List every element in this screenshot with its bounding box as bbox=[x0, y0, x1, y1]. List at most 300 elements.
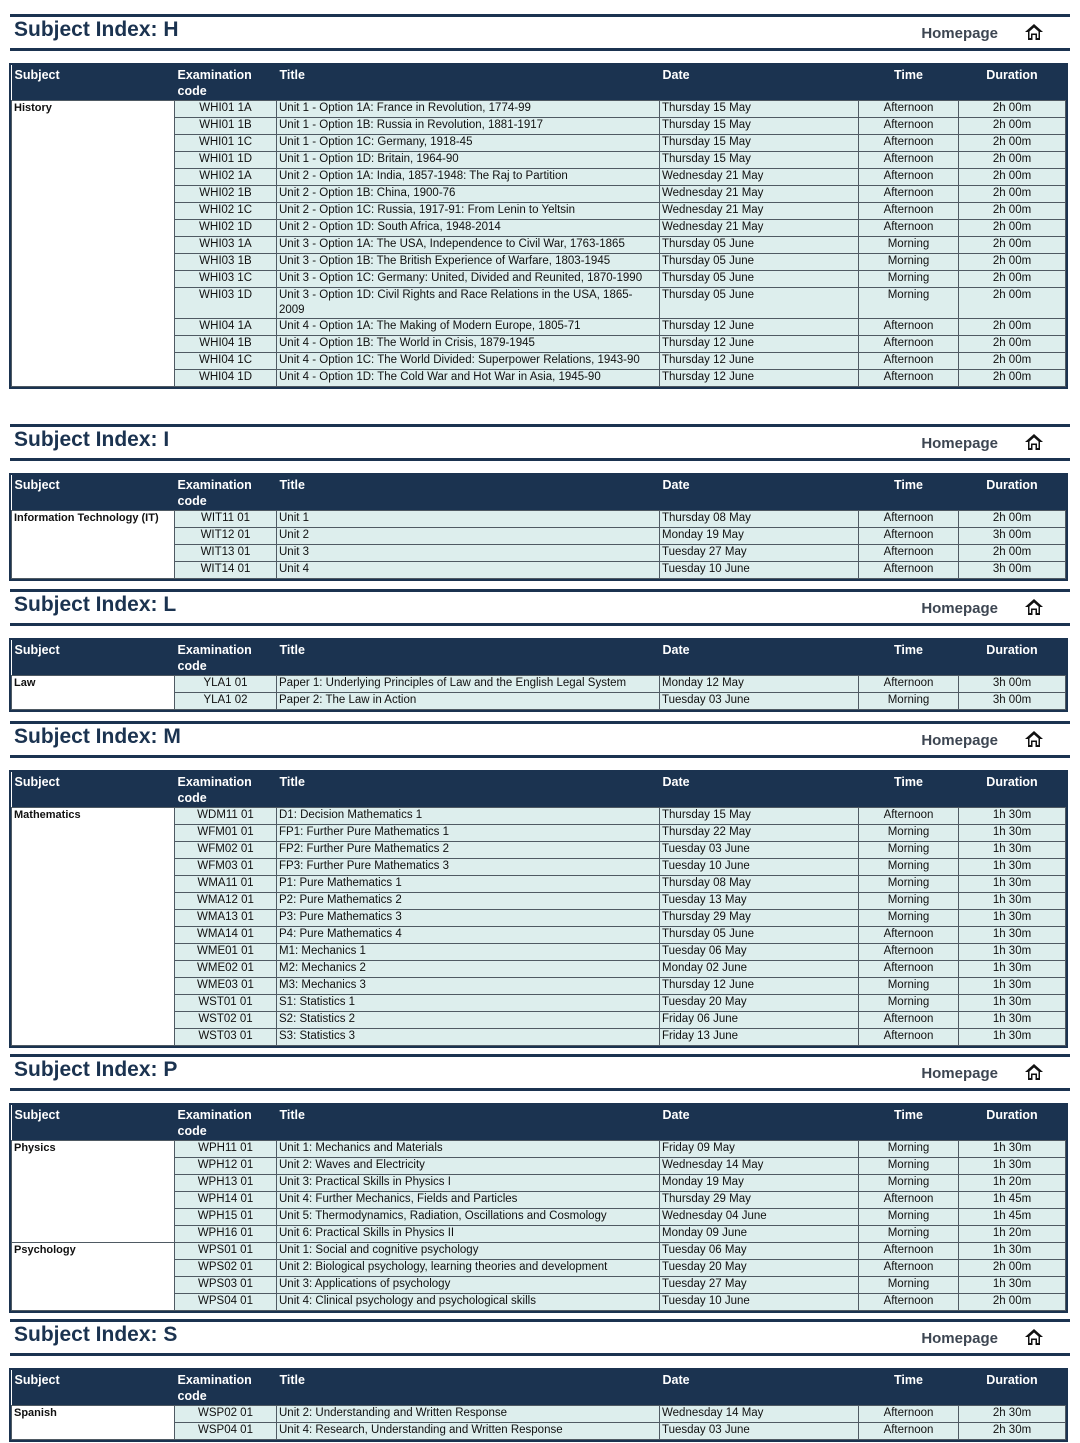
exam-code: WMA12 01 bbox=[175, 893, 277, 910]
exam-date: Tuesday 20 May bbox=[660, 1260, 859, 1277]
column-header-duration: Duration bbox=[959, 640, 1066, 676]
section-title: Subject Index: H bbox=[14, 18, 179, 41]
column-header-duration: Duration bbox=[959, 1105, 1066, 1141]
exam-date: Tuesday 06 May bbox=[660, 1243, 859, 1260]
column-header-time: Time bbox=[859, 1105, 959, 1141]
exam-duration: 2h 00m bbox=[959, 237, 1066, 254]
table-row bbox=[12, 511, 1066, 528]
exam-code: WPS02 01 bbox=[175, 1260, 277, 1277]
column-header-title: Title bbox=[277, 65, 660, 101]
exam-time: Afternoon bbox=[859, 370, 959, 387]
column-header-examination-code: Examination code bbox=[175, 772, 277, 808]
exam-code: WFM01 01 bbox=[175, 825, 277, 842]
exam-time: Afternoon bbox=[859, 562, 959, 579]
exam-time: Afternoon bbox=[859, 511, 959, 528]
exam-date: Tuesday 03 June bbox=[660, 693, 859, 710]
exam-code: WFM02 01 bbox=[175, 842, 277, 859]
exam-duration: 2h 30m bbox=[959, 1423, 1066, 1440]
exam-time: Afternoon bbox=[859, 927, 959, 944]
exam-time: Morning bbox=[859, 254, 959, 271]
column-header-examination-code: Examination code bbox=[175, 65, 277, 101]
exam-title: M2: Mechanics 2 bbox=[277, 961, 660, 978]
exam-table bbox=[11, 65, 1066, 387]
exam-code: WPH14 01 bbox=[175, 1192, 277, 1209]
section-header bbox=[10, 721, 1070, 758]
column-header-date: Date bbox=[660, 475, 859, 511]
exam-title: Unit 1 - Option 1A: France in Revolution, 1774-99 bbox=[277, 101, 660, 118]
exam-title: Unit 3: Practical Skills in Physics I bbox=[277, 1175, 660, 1192]
exam-duration: 1h 20m bbox=[959, 1226, 1066, 1243]
table-header-row bbox=[12, 65, 1066, 101]
exam-duration: 1h 30m bbox=[959, 927, 1066, 944]
subject-name: History bbox=[12, 101, 175, 387]
column-header-subject: Subject bbox=[12, 1370, 175, 1406]
column-header-examination-code: Examination code bbox=[175, 640, 277, 676]
exam-code: WST03 01 bbox=[175, 1029, 277, 1046]
exam-table bbox=[11, 640, 1066, 710]
exam-date: Thursday 05 June bbox=[660, 288, 859, 319]
exam-code: WPH16 01 bbox=[175, 1226, 277, 1243]
table-row bbox=[12, 1243, 1066, 1260]
home-icon[interactable] bbox=[1024, 1062, 1044, 1082]
exam-title: D1: Decision Mathematics 1 bbox=[277, 808, 660, 825]
exam-title: FP1: Further Pure Mathematics 1 bbox=[277, 825, 660, 842]
exam-title: Unit 4 - Option 1C: The World Divided: Superpower Relations, 1943-90 bbox=[277, 353, 660, 370]
exam-title: S2: Statistics 2 bbox=[277, 1012, 660, 1029]
exam-time: Afternoon bbox=[859, 1423, 959, 1440]
exam-title: Unit 3 bbox=[277, 545, 660, 562]
exam-date: Thursday 15 May bbox=[660, 118, 859, 135]
exam-duration: 2h 00m bbox=[959, 353, 1066, 370]
exam-title: S1: Statistics 1 bbox=[277, 995, 660, 1012]
subject-name: Physics bbox=[12, 1141, 175, 1243]
exam-title: Unit 2 - Option 1C: Russia, 1917-91: From Lenin to Yeltsin bbox=[277, 203, 660, 220]
exam-date: Thursday 15 May bbox=[660, 152, 859, 169]
exam-time: Afternoon bbox=[859, 545, 959, 562]
exam-code: WME02 01 bbox=[175, 961, 277, 978]
exam-code: WHI04 1A bbox=[175, 319, 277, 336]
exam-duration: 3h 00m bbox=[959, 676, 1066, 693]
exam-time: Afternoon bbox=[859, 676, 959, 693]
subject-index-i bbox=[10, 424, 1070, 579]
column-header-examination-code: Examination code bbox=[175, 475, 277, 511]
exam-code: WDM11 01 bbox=[175, 808, 277, 825]
column-header-time: Time bbox=[859, 65, 959, 101]
exam-time: Afternoon bbox=[859, 353, 959, 370]
exam-title: Unit 4 bbox=[277, 562, 660, 579]
homepage-link[interactable]: Homepage bbox=[921, 732, 998, 749]
exam-code: WIT14 01 bbox=[175, 562, 277, 579]
column-header-subject: Subject bbox=[12, 640, 175, 676]
column-header-subject: Subject bbox=[12, 65, 175, 101]
exam-time: Afternoon bbox=[859, 336, 959, 353]
exam-time: Afternoon bbox=[859, 118, 959, 135]
exam-title: Unit 4 - Option 1B: The World in Crisis, 1879-1945 bbox=[277, 336, 660, 353]
table-header-row bbox=[12, 1105, 1066, 1141]
exam-duration: 1h 30m bbox=[959, 1029, 1066, 1046]
home-icon[interactable] bbox=[1024, 1327, 1044, 1347]
exam-duration: 3h 00m bbox=[959, 562, 1066, 579]
exam-date: Monday 12 May bbox=[660, 676, 859, 693]
exam-code: WPS03 01 bbox=[175, 1277, 277, 1294]
column-header-title: Title bbox=[277, 1105, 660, 1141]
exam-time: Morning bbox=[859, 1141, 959, 1158]
exam-code: WST01 01 bbox=[175, 995, 277, 1012]
exam-date: Tuesday 20 May bbox=[660, 995, 859, 1012]
exam-code: WHI02 1D bbox=[175, 220, 277, 237]
exam-date: Thursday 05 June bbox=[660, 254, 859, 271]
exam-title: Unit 2 - Option 1A: India, 1857-1948: The Raj to Partition bbox=[277, 169, 660, 186]
home-icon[interactable] bbox=[1024, 432, 1044, 452]
exam-time: Afternoon bbox=[859, 1012, 959, 1029]
exam-title: FP2: Further Pure Mathematics 2 bbox=[277, 842, 660, 859]
section-title: Subject Index: L bbox=[14, 593, 177, 616]
exam-duration: 2h 00m bbox=[959, 319, 1066, 336]
exam-date: Monday 19 May bbox=[660, 1175, 859, 1192]
column-header-duration: Duration bbox=[959, 475, 1066, 511]
exam-time: Afternoon bbox=[859, 808, 959, 825]
exam-duration: 2h 00m bbox=[959, 203, 1066, 220]
column-header-date: Date bbox=[660, 772, 859, 808]
column-header-duration: Duration bbox=[959, 1370, 1066, 1406]
column-header-title: Title bbox=[277, 1370, 660, 1406]
exam-time: Afternoon bbox=[859, 1192, 959, 1209]
exam-time: Afternoon bbox=[859, 1260, 959, 1277]
exam-title: Unit 2 bbox=[277, 528, 660, 545]
exam-time: Afternoon bbox=[859, 152, 959, 169]
exam-title: Unit 2: Waves and Electricity bbox=[277, 1158, 660, 1175]
exam-code: WPH15 01 bbox=[175, 1209, 277, 1226]
exam-date: Wednesday 04 June bbox=[660, 1209, 859, 1226]
exam-time: Afternoon bbox=[859, 961, 959, 978]
exam-duration: 2h 00m bbox=[959, 370, 1066, 387]
exam-date: Thursday 12 June bbox=[660, 370, 859, 387]
column-header-examination-code: Examination code bbox=[175, 1370, 277, 1406]
exam-title: FP3: Further Pure Mathematics 3 bbox=[277, 859, 660, 876]
exam-code: WIT13 01 bbox=[175, 545, 277, 562]
section-title: Subject Index: P bbox=[14, 1058, 178, 1081]
exam-time: Morning bbox=[859, 237, 959, 254]
exam-duration: 1h 30m bbox=[959, 842, 1066, 859]
exam-title: Unit 1 - Option 1C: Germany, 1918-45 bbox=[277, 135, 660, 152]
exam-time: Afternoon bbox=[859, 528, 959, 545]
exam-code: WIT12 01 bbox=[175, 528, 277, 545]
exam-title: Unit 4: Further Mechanics, Fields and Particles bbox=[277, 1192, 660, 1209]
section-header bbox=[10, 14, 1070, 51]
exam-title: Unit 3: Applications of psychology bbox=[277, 1277, 660, 1294]
exam-time: Afternoon bbox=[859, 1029, 959, 1046]
column-header-date: Date bbox=[660, 1370, 859, 1406]
exam-date: Monday 02 June bbox=[660, 961, 859, 978]
exam-duration: 1h 30m bbox=[959, 910, 1066, 927]
exam-title: M3: Mechanics 3 bbox=[277, 978, 660, 995]
exam-time: Morning bbox=[859, 288, 959, 319]
exam-time: Morning bbox=[859, 995, 959, 1012]
exam-time: Morning bbox=[859, 825, 959, 842]
section-header bbox=[10, 424, 1070, 461]
exam-date: Thursday 29 May bbox=[660, 910, 859, 927]
exam-duration: 1h 30m bbox=[959, 1012, 1066, 1029]
exam-code: WST02 01 bbox=[175, 1012, 277, 1029]
exam-date: Tuesday 03 June bbox=[660, 842, 859, 859]
exam-time: Afternoon bbox=[859, 944, 959, 961]
exam-date: Tuesday 27 May bbox=[660, 545, 859, 562]
exam-time: Morning bbox=[859, 842, 959, 859]
exam-date: Monday 19 May bbox=[660, 528, 859, 545]
exam-duration: 1h 30m bbox=[959, 944, 1066, 961]
exam-title: P3: Pure Mathematics 3 bbox=[277, 910, 660, 927]
exam-code: WHI03 1A bbox=[175, 237, 277, 254]
homepage-link[interactable]: Homepage bbox=[921, 435, 998, 452]
section-header bbox=[10, 1054, 1070, 1091]
exam-code: WSP02 01 bbox=[175, 1406, 277, 1423]
exam-code: WPH13 01 bbox=[175, 1175, 277, 1192]
exam-time: Morning bbox=[859, 693, 959, 710]
exam-time: Morning bbox=[859, 893, 959, 910]
exam-duration: 2h 00m bbox=[959, 186, 1066, 203]
exam-title: Unit 2: Understanding and Written Response bbox=[277, 1406, 660, 1423]
exam-duration: 3h 00m bbox=[959, 528, 1066, 545]
exam-date: Thursday 29 May bbox=[660, 1192, 859, 1209]
exam-date: Thursday 12 June bbox=[660, 978, 859, 995]
exam-time: Morning bbox=[859, 1158, 959, 1175]
exam-title: Unit 3 - Option 1A: The USA, Independence to Civil War, 1763-1865 bbox=[277, 237, 660, 254]
exam-code: WHI02 1B bbox=[175, 186, 277, 203]
exam-date: Thursday 05 June bbox=[660, 237, 859, 254]
exam-title: Unit 4 - Option 1D: The Cold War and Hot War in Asia, 1945-90 bbox=[277, 370, 660, 387]
exam-time: Afternoon bbox=[859, 186, 959, 203]
home-icon[interactable] bbox=[1024, 729, 1044, 749]
section-header bbox=[10, 1319, 1070, 1356]
exam-code: WPS01 01 bbox=[175, 1243, 277, 1260]
exam-title: Unit 3 - Option 1C: Germany: United, Divided and Reunited, 1870-1990 bbox=[277, 271, 660, 288]
column-header-date: Date bbox=[660, 1105, 859, 1141]
exam-code: WHI01 1A bbox=[175, 101, 277, 118]
exam-time: Afternoon bbox=[859, 319, 959, 336]
column-header-title: Title bbox=[277, 640, 660, 676]
exam-time: Morning bbox=[859, 1209, 959, 1226]
exam-date: Wednesday 14 May bbox=[660, 1406, 859, 1423]
exam-title: Unit 2 - Option 1D: South Africa, 1948-2014 bbox=[277, 220, 660, 237]
exam-duration: 2h 00m bbox=[959, 135, 1066, 152]
exam-table bbox=[11, 772, 1066, 1046]
exam-code: WHI03 1B bbox=[175, 254, 277, 271]
column-header-title: Title bbox=[277, 772, 660, 808]
exam-duration: 1h 30m bbox=[959, 961, 1066, 978]
table-row bbox=[12, 101, 1066, 118]
subject-index-l bbox=[10, 589, 1070, 710]
exam-date: Thursday 12 June bbox=[660, 319, 859, 336]
exam-date: Monday 09 June bbox=[660, 1226, 859, 1243]
subject-index-s bbox=[10, 1319, 1070, 1440]
exam-time: Morning bbox=[859, 1277, 959, 1294]
exam-code: WHI01 1C bbox=[175, 135, 277, 152]
exam-date: Friday 13 June bbox=[660, 1029, 859, 1046]
exam-date: Thursday 05 June bbox=[660, 927, 859, 944]
subject-name: Spanish bbox=[12, 1406, 175, 1440]
exam-date: Tuesday 27 May bbox=[660, 1277, 859, 1294]
exam-time: Morning bbox=[859, 910, 959, 927]
exam-duration: 1h 30m bbox=[959, 1277, 1066, 1294]
exam-code: WPS04 01 bbox=[175, 1294, 277, 1311]
exam-time: Morning bbox=[859, 978, 959, 995]
exam-duration: 1h 30m bbox=[959, 825, 1066, 842]
exam-title: Unit 6: Practical Skills in Physics II bbox=[277, 1226, 660, 1243]
exam-title: P1: Pure Mathematics 1 bbox=[277, 876, 660, 893]
exam-code: WHI01 1B bbox=[175, 118, 277, 135]
exam-date: Thursday 15 May bbox=[660, 808, 859, 825]
subject-name: Psychology bbox=[12, 1243, 175, 1311]
table-row bbox=[12, 1141, 1066, 1158]
homepage-link[interactable]: Homepage bbox=[921, 25, 998, 42]
exam-code: WHI04 1B bbox=[175, 336, 277, 353]
exam-date: Wednesday 21 May bbox=[660, 203, 859, 220]
exam-duration: 2h 00m bbox=[959, 220, 1066, 237]
exam-duration: 1h 30m bbox=[959, 876, 1066, 893]
exam-date: Tuesday 13 May bbox=[660, 893, 859, 910]
exam-date: Friday 06 June bbox=[660, 1012, 859, 1029]
exam-duration: 2h 00m bbox=[959, 118, 1066, 135]
exam-date: Tuesday 03 June bbox=[660, 1423, 859, 1440]
subject-name: Mathematics bbox=[12, 808, 175, 1046]
exam-code: WMA14 01 bbox=[175, 927, 277, 944]
exam-duration: 1h 30m bbox=[959, 995, 1066, 1012]
column-header-time: Time bbox=[859, 475, 959, 511]
table-header-row bbox=[12, 772, 1066, 808]
exam-duration: 1h 30m bbox=[959, 808, 1066, 825]
exam-table bbox=[11, 1105, 1066, 1311]
exam-duration: 2h 00m bbox=[959, 152, 1066, 169]
column-header-title: Title bbox=[277, 475, 660, 511]
exam-title: Paper 2: The Law in Action bbox=[277, 693, 660, 710]
exam-code: WIT11 01 bbox=[175, 511, 277, 528]
subject-name: Law bbox=[12, 676, 175, 710]
exam-duration: 1h 30m bbox=[959, 978, 1066, 995]
column-header-time: Time bbox=[859, 1370, 959, 1406]
exam-code: WHI01 1D bbox=[175, 152, 277, 169]
exam-duration: 1h 20m bbox=[959, 1175, 1066, 1192]
exam-code: WMA11 01 bbox=[175, 876, 277, 893]
exam-date: Wednesday 21 May bbox=[660, 169, 859, 186]
section-header bbox=[10, 589, 1070, 626]
exam-code: WFM03 01 bbox=[175, 859, 277, 876]
exam-date: Thursday 12 June bbox=[660, 353, 859, 370]
column-header-duration: Duration bbox=[959, 65, 1066, 101]
section-title: Subject Index: I bbox=[14, 428, 170, 451]
exam-time: Morning bbox=[859, 876, 959, 893]
homepage-link[interactable]: Homepage bbox=[921, 600, 998, 617]
exam-title: Unit 1 bbox=[277, 511, 660, 528]
column-header-subject: Subject bbox=[12, 475, 175, 511]
exam-title: P2: Pure Mathematics 2 bbox=[277, 893, 660, 910]
subject-index-h bbox=[10, 14, 1070, 387]
exam-title: S3: Statistics 3 bbox=[277, 1029, 660, 1046]
column-header-time: Time bbox=[859, 772, 959, 808]
table-row bbox=[12, 1406, 1066, 1423]
exam-title: Unit 4: Research, Understanding and Written Response bbox=[277, 1423, 660, 1440]
exam-date: Tuesday 10 June bbox=[660, 562, 859, 579]
exam-date: Thursday 15 May bbox=[660, 135, 859, 152]
exam-date: Thursday 22 May bbox=[660, 825, 859, 842]
exam-time: Afternoon bbox=[859, 220, 959, 237]
exam-time: Afternoon bbox=[859, 1243, 959, 1260]
exam-duration: 2h 00m bbox=[959, 1260, 1066, 1277]
column-header-time: Time bbox=[859, 640, 959, 676]
column-header-duration: Duration bbox=[959, 772, 1066, 808]
exam-duration: 2h 00m bbox=[959, 1294, 1066, 1311]
exam-date: Thursday 12 June bbox=[660, 336, 859, 353]
exam-duration: 3h 00m bbox=[959, 693, 1066, 710]
exam-date: Tuesday 10 June bbox=[660, 1294, 859, 1311]
home-icon[interactable] bbox=[1024, 22, 1044, 42]
exam-time: Afternoon bbox=[859, 169, 959, 186]
exam-date: Thursday 05 June bbox=[660, 271, 859, 288]
exam-title: Unit 3 - Option 1D: Civil Rights and Race Relations in the USA, 1865-2009 bbox=[277, 288, 660, 319]
exam-title: Unit 5: Thermodynamics, Radiation, Oscillations and Cosmology bbox=[277, 1209, 660, 1226]
exam-title: Unit 2 - Option 1B: China, 1900-76 bbox=[277, 186, 660, 203]
exam-duration: 1h 45m bbox=[959, 1192, 1066, 1209]
exam-duration: 2h 30m bbox=[959, 1406, 1066, 1423]
exam-duration: 1h 30m bbox=[959, 893, 1066, 910]
exam-table bbox=[11, 1370, 1066, 1440]
exam-code: YLA1 01 bbox=[175, 676, 277, 693]
exam-date: Wednesday 21 May bbox=[660, 220, 859, 237]
home-icon[interactable] bbox=[1024, 597, 1044, 617]
column-header-subject: Subject bbox=[12, 1105, 175, 1141]
exam-code: WME03 01 bbox=[175, 978, 277, 995]
exam-time: Morning bbox=[859, 1226, 959, 1243]
column-header-date: Date bbox=[660, 640, 859, 676]
exam-title: Unit 2: Biological psychology, learning theories and development bbox=[277, 1260, 660, 1277]
exam-date: Tuesday 10 June bbox=[660, 859, 859, 876]
table-row bbox=[12, 676, 1066, 693]
homepage-link[interactable]: Homepage bbox=[921, 1065, 998, 1082]
exam-title: Unit 4 - Option 1A: The Making of Modern Europe, 1805-71 bbox=[277, 319, 660, 336]
exam-code: WHI02 1C bbox=[175, 203, 277, 220]
exam-date: Friday 09 May bbox=[660, 1141, 859, 1158]
exam-code: WMA13 01 bbox=[175, 910, 277, 927]
table-header-row bbox=[12, 475, 1066, 511]
exam-duration: 2h 00m bbox=[959, 288, 1066, 319]
exam-date: Tuesday 06 May bbox=[660, 944, 859, 961]
exam-duration: 1h 30m bbox=[959, 1243, 1066, 1260]
subject-index-p bbox=[10, 1054, 1070, 1311]
column-header-examination-code: Examination code bbox=[175, 1105, 277, 1141]
exam-title: Unit 1: Social and cognitive psychology bbox=[277, 1243, 660, 1260]
exam-duration: 2h 00m bbox=[959, 545, 1066, 562]
subject-index-m bbox=[10, 721, 1070, 1046]
exam-time: Afternoon bbox=[859, 101, 959, 118]
exam-time: Afternoon bbox=[859, 1406, 959, 1423]
exam-code: YLA1 02 bbox=[175, 693, 277, 710]
exam-date: Thursday 08 May bbox=[660, 511, 859, 528]
subject-name: Information Technology (IT) bbox=[12, 511, 175, 579]
exam-code: WHI03 1C bbox=[175, 271, 277, 288]
exam-duration: 1h 45m bbox=[959, 1209, 1066, 1226]
exam-code: WHI02 1A bbox=[175, 169, 277, 186]
exam-date: Wednesday 21 May bbox=[660, 186, 859, 203]
exam-title: Unit 1 - Option 1D: Britain, 1964-90 bbox=[277, 152, 660, 169]
exam-title: Unit 1 - Option 1B: Russia in Revolution, 1881-1917 bbox=[277, 118, 660, 135]
section-title: Subject Index: M bbox=[14, 725, 181, 748]
exam-code: WHI04 1D bbox=[175, 370, 277, 387]
exam-date: Thursday 15 May bbox=[660, 101, 859, 118]
exam-title: Unit 4: Clinical psychology and psychological skills bbox=[277, 1294, 660, 1311]
exam-time: Morning bbox=[859, 271, 959, 288]
exam-title: P4: Pure Mathematics 4 bbox=[277, 927, 660, 944]
homepage-link[interactable]: Homepage bbox=[921, 1330, 998, 1347]
exam-time: Afternoon bbox=[859, 203, 959, 220]
